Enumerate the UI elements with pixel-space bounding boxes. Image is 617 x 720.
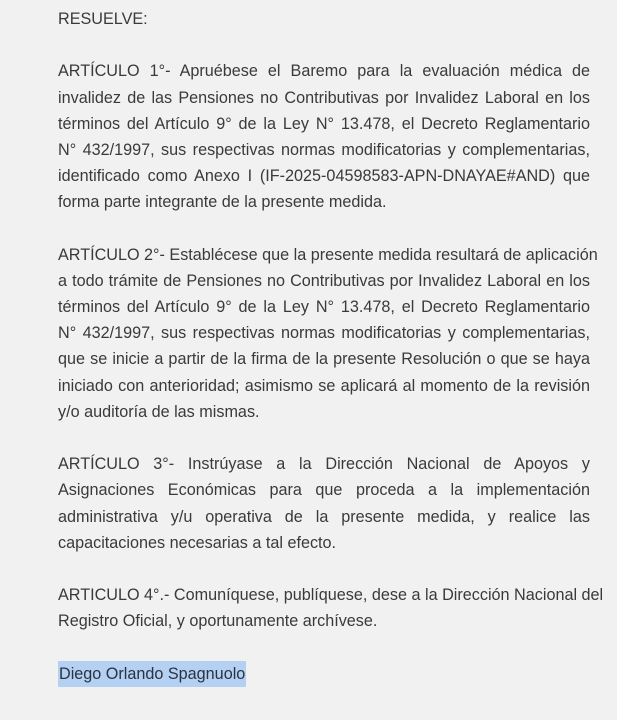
article-3 xyxy=(58,451,590,556)
article-2-line: a todo trámite de Pensiones no Contributivas por Invalidez Laboral en los xyxy=(58,271,590,290)
article-4 xyxy=(58,582,604,634)
article-1-line: invalidez de las Pensiones no Contributivas por Invalidez Laboral en los xyxy=(58,88,590,107)
article-1-line: N° 432/1997, sus respectivas normas modificatorias y complementarias, xyxy=(58,140,590,159)
article-3-line: Asignaciones Económicas para que proceda a la implementación xyxy=(58,481,590,500)
article-3-line: capacitaciones necesarias a tal efecto. xyxy=(58,533,337,552)
article-2 xyxy=(58,242,598,425)
article-3-line: administrativa y/u operativa de la presente medida, y realice las xyxy=(58,507,590,526)
signature-name[interactable]: Diego Orlando Spagnuolo xyxy=(58,661,246,687)
resolution-heading: RESUELVE: xyxy=(58,10,148,28)
article-3-line: ARTÍCULO 3°- Instrúyase a la Dirección Nacional de Apoyos y xyxy=(58,455,590,474)
resolution-document xyxy=(58,6,604,687)
article-2-line: términos del Artículo 9° de la Ley N° 13.478, el Decreto Reglamentario xyxy=(58,298,590,317)
article-1-line: forma parte integrante de la presente medida. xyxy=(58,193,387,212)
article-1-line: identificado como Anexo I (IF-2025-04598583-APN-DNAYAE#AND) que xyxy=(58,167,590,186)
article-4-line: ARTICULO 4°.- Comuníquese, publíquese, dese a la Dirección Nacional del xyxy=(58,586,604,605)
article-1 xyxy=(58,58,590,215)
article-2-line: ARTÍCULO 2°- Establécese que la presente medida resultará de aplicación xyxy=(58,245,598,264)
article-2-line: y/o auditoría de las mismas. xyxy=(58,402,260,421)
article-2-line: iniciado con anterioridad; asimismo se aplicará al momento de la revisión xyxy=(58,376,590,395)
article-2-line: N° 432/1997, sus respectivas normas modificatorias y complementarias, xyxy=(58,324,590,343)
article-1-line: ARTÍCULO 1°- Apruébese el Baremo para la evaluación médica de xyxy=(58,62,590,81)
article-1-line: términos del Artículo 9° de la Ley N° 13.478, el Decreto Reglamentario xyxy=(58,114,590,133)
signature-block xyxy=(58,661,590,687)
article-4-line: Registro Oficial, y oportunamente archívese. xyxy=(58,612,378,631)
article-2-line: que se inicie a partir de la firma de la presente Resolución o que se haya xyxy=(58,350,590,369)
